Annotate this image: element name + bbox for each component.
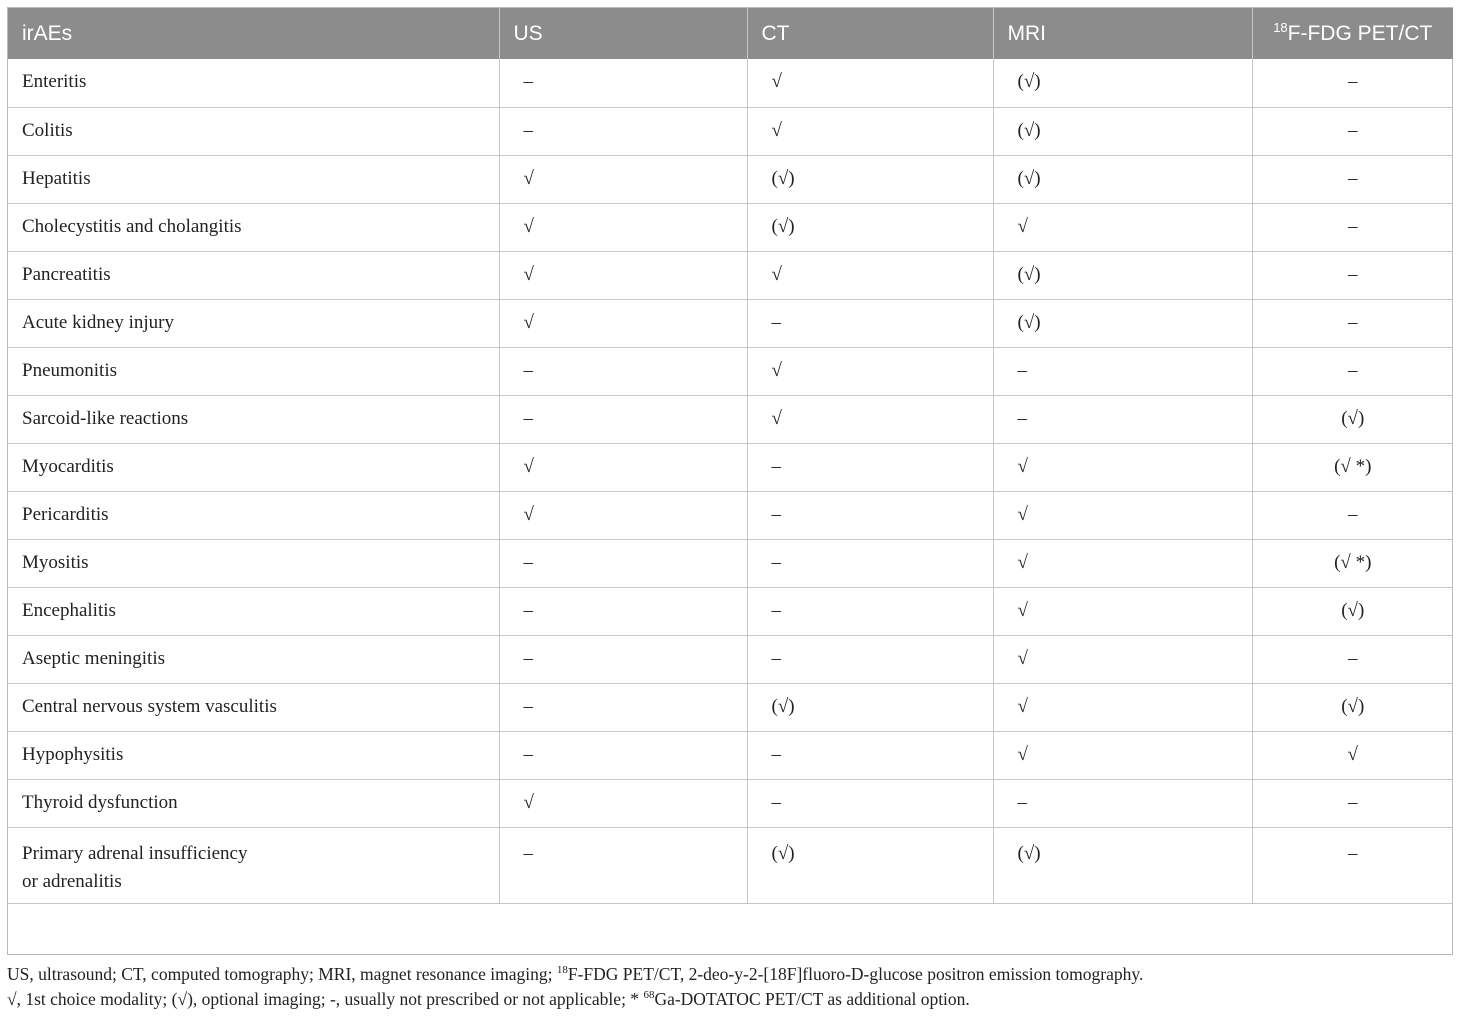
pet-cell: – [1252, 203, 1453, 251]
table-row [8, 731, 1453, 779]
mri-cell: – [993, 395, 1252, 443]
mri-cell: √ [993, 635, 1252, 683]
us-cell: – [499, 347, 747, 395]
footnote-1-superscript: 18 [556, 964, 568, 976]
us-cell: – [499, 107, 747, 155]
table-row [8, 587, 1453, 635]
pet-cell: – [1252, 635, 1453, 683]
header-pet-superscript: 18 [1273, 19, 1288, 35]
pet-cell: – [1252, 299, 1453, 347]
mri-cell: √ [993, 443, 1252, 491]
table-row [8, 827, 1453, 903]
us-cell: – [499, 587, 747, 635]
ct-cell: √ [747, 59, 993, 107]
pet-cell: (√ *) [1252, 539, 1453, 587]
condition-cell: Enteritis [8, 59, 499, 107]
ct-cell: √ [747, 107, 993, 155]
ct-cell: √ [747, 251, 993, 299]
table-footnotes [7, 962, 1453, 1012]
table-row [8, 635, 1453, 683]
pet-cell: √ [1252, 731, 1453, 779]
us-cell: √ [499, 779, 747, 827]
footnote-2-superscript: 68 [643, 989, 655, 1001]
ct-cell: (√) [747, 827, 993, 903]
ct-cell: (√) [747, 683, 993, 731]
footnote-abbreviations [7, 962, 1453, 987]
condition-cell: Sarcoid-like reactions [8, 395, 499, 443]
ct-cell: – [747, 731, 993, 779]
ct-cell: (√) [747, 155, 993, 203]
us-cell: – [499, 59, 747, 107]
condition-cell: Pancreatitis [8, 251, 499, 299]
pet-cell: (√) [1252, 587, 1453, 635]
condition-cell: Hypophysitis [8, 731, 499, 779]
mri-cell: (√) [993, 827, 1252, 903]
us-cell: √ [499, 155, 747, 203]
imaging-modalities-table [8, 8, 1453, 904]
mri-cell: (√) [993, 251, 1252, 299]
condition-line-2: or adrenalitis [22, 870, 122, 892]
condition-cell: Cholecystitis and cholangitis [8, 203, 499, 251]
condition-cell: Myositis [8, 539, 499, 587]
header-ct: CT [747, 8, 993, 59]
header-irAEs: irAEs [8, 8, 499, 59]
ct-cell: (√) [747, 203, 993, 251]
table-row [8, 443, 1453, 491]
header-us: US [499, 8, 747, 59]
us-cell: √ [499, 299, 747, 347]
mri-cell: √ [993, 587, 1252, 635]
table-row [8, 683, 1453, 731]
pet-cell: – [1252, 779, 1453, 827]
pet-cell: – [1252, 59, 1453, 107]
pet-cell: – [1252, 347, 1453, 395]
us-cell: – [499, 635, 747, 683]
ct-cell: – [747, 491, 993, 539]
ct-cell: – [747, 299, 993, 347]
pet-cell: (√ *) [1252, 443, 1453, 491]
ct-cell: – [747, 587, 993, 635]
imaging-table-container [7, 7, 1453, 955]
table-row [8, 59, 1453, 107]
header-pet-label: F-FDG PET/CT [1287, 21, 1433, 45]
table-row [8, 395, 1453, 443]
table-row [8, 107, 1453, 155]
mri-cell: – [993, 779, 1252, 827]
pet-cell: – [1252, 107, 1453, 155]
us-cell: – [499, 395, 747, 443]
us-cell: – [499, 827, 747, 903]
us-cell: √ [499, 491, 747, 539]
mri-cell: – [993, 347, 1252, 395]
mri-cell: (√) [993, 59, 1252, 107]
pet-cell: – [1252, 251, 1453, 299]
table-row [8, 251, 1453, 299]
table-row [8, 299, 1453, 347]
ct-cell: √ [747, 395, 993, 443]
condition-cell: Acute kidney injury [8, 299, 499, 347]
mri-cell: √ [993, 491, 1252, 539]
condition-cell: Aseptic meningitis [8, 635, 499, 683]
condition-cell [8, 827, 499, 903]
condition-cell: Pneumonitis [8, 347, 499, 395]
condition-cell: Colitis [8, 107, 499, 155]
mri-cell: (√) [993, 155, 1252, 203]
ct-cell: – [747, 539, 993, 587]
condition-cell: Encephalitis [8, 587, 499, 635]
footnote-2-text-b: Ga-DOTATOC PET/CT as additional option. [654, 989, 970, 1009]
mri-cell: (√) [993, 107, 1252, 155]
table-row [8, 539, 1453, 587]
mri-cell: √ [993, 683, 1252, 731]
footnote-2-text-a: √, 1st choice modality; (√), optional imaging; -, usually not prescribed or not applicable; * [7, 989, 644, 1009]
table-header-row [8, 8, 1453, 59]
ct-cell: – [747, 443, 993, 491]
ct-cell: – [747, 779, 993, 827]
us-cell: √ [499, 251, 747, 299]
header-mri: MRI [993, 8, 1252, 59]
us-cell: √ [499, 203, 747, 251]
ct-cell: √ [747, 347, 993, 395]
footnote-1-text-b: F-FDG PET/CT, 2-deo-y-2-[18F]fluoro-D-glucose positron emission tomography. [567, 964, 1144, 984]
table-row [8, 347, 1453, 395]
us-cell: – [499, 731, 747, 779]
table-row [8, 155, 1453, 203]
table-row [8, 779, 1453, 827]
pet-cell: – [1252, 491, 1453, 539]
footnote-1-text-a: US, ultrasound; CT, computed tomography; MRI, magnet resonance imaging; [7, 964, 557, 984]
us-cell: √ [499, 443, 747, 491]
condition-line-1: Primary adrenal insufficiency [22, 842, 248, 864]
table-row [8, 203, 1453, 251]
table-row [8, 491, 1453, 539]
condition-cell: Myocarditis [8, 443, 499, 491]
header-pet-ct [1252, 8, 1453, 59]
condition-cell: Central nervous system vasculitis [8, 683, 499, 731]
condition-cell: Thyroid dysfunction [8, 779, 499, 827]
condition-cell: Pericarditis [8, 491, 499, 539]
mri-cell: √ [993, 539, 1252, 587]
us-cell: – [499, 683, 747, 731]
condition-cell: Hepatitis [8, 155, 499, 203]
pet-cell: (√) [1252, 683, 1453, 731]
pet-cell: – [1252, 827, 1453, 903]
us-cell: – [499, 539, 747, 587]
pet-cell: (√) [1252, 395, 1453, 443]
mri-cell: √ [993, 731, 1252, 779]
mri-cell: √ [993, 203, 1252, 251]
mri-cell: (√) [993, 299, 1252, 347]
pet-cell: – [1252, 155, 1453, 203]
footnote-legend [7, 987, 1453, 1012]
ct-cell: – [747, 635, 993, 683]
